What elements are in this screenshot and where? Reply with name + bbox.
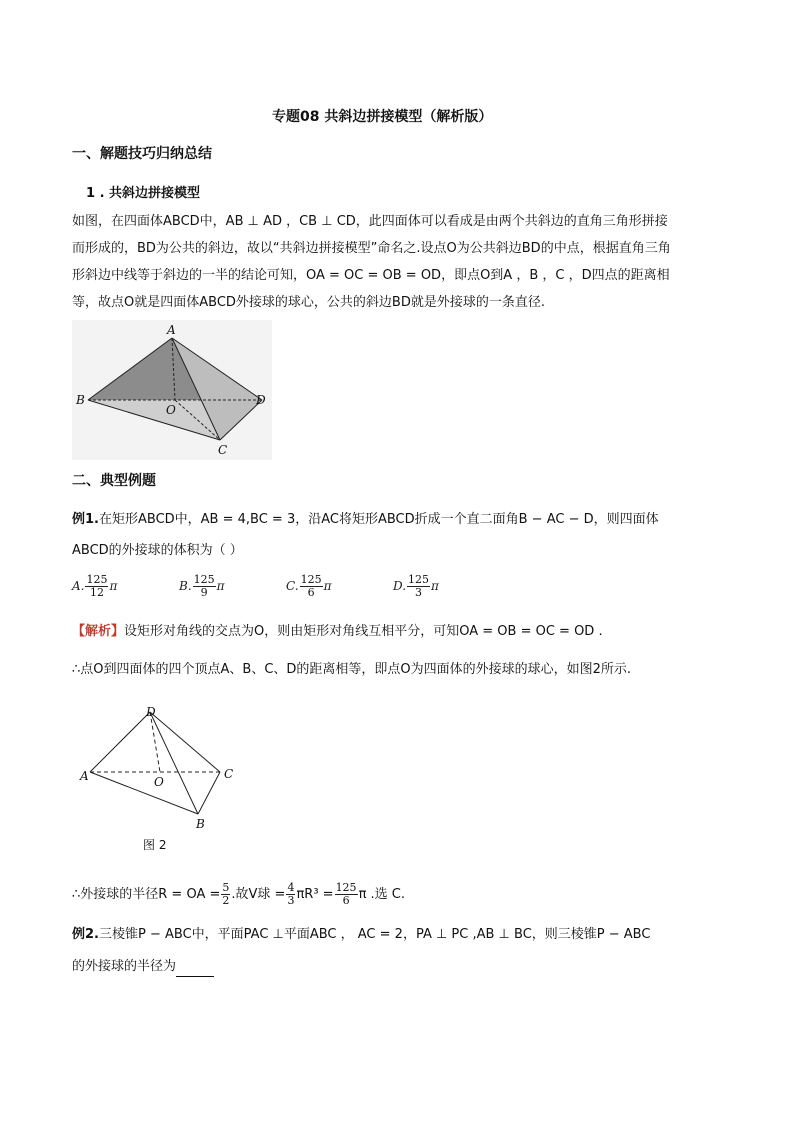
section1-heading: 一、解题技巧归纳总结 — [72, 146, 212, 162]
example2-question-line2: 的外接球的半径为 — [72, 957, 214, 977]
example1-label: 例1. — [72, 512, 99, 527]
example2-question-text1: 三棱锥P − ABC中，平面PAC ⊥平面ABC ， AC = 2，PA ⊥ PC ,AB ⊥ BC，则三棱锥P − ABC — [98, 927, 651, 942]
figure1-label-o: O — [166, 403, 176, 417]
section1-paragraph-line2: 而形成的，BD为公共的斜边，故以“共斜边拼接模型”命名之.设点O为公共斜边BD的中点，根据直角三角 — [72, 241, 671, 256]
example2-question-line1 — [72, 925, 650, 945]
analysis-tag: 【解析】 — [72, 624, 125, 639]
page-title: 专题08 共斜边拼接模型（解析版） — [272, 109, 493, 125]
example1-option-c: C. $\frac{125}{6}$ π — [286, 573, 332, 599]
figure2-label-a: A — [80, 769, 89, 783]
section1-paragraph-line4: 等，故点O就是四面体ABCD外接球的球心，公共的斜边BD就是外接球的一条直径. — [72, 295, 545, 310]
figure2-label-d: D — [146, 705, 156, 719]
figure1-label-b: B — [76, 393, 85, 407]
example1-analysis-line1 — [72, 622, 603, 642]
answer-blank[interactable] — [176, 962, 214, 977]
figure2-label-o: O — [154, 775, 164, 789]
example1-question-line1 — [72, 510, 659, 530]
example1-conclusion: ∴外接球的半径R = OA = $\frac{5}{2}$ .故V球 = $\frac{4}{3}$ πR³ = $\frac{125}{6}$ π .选 C. — [72, 881, 405, 907]
section1-subheading: 1 . 共斜边拼接模型 — [86, 186, 201, 201]
figure2-label-c: C — [224, 767, 234, 781]
example1-question-line2: ABCD的外接球的体积为（ ） — [72, 543, 243, 558]
figure1-label-a: A — [167, 323, 176, 337]
section1-paragraph-line1: 如图，在四面体ABCD中，AB ⊥ AD ，CB ⊥ CD，此四面体可以看成是由两个共斜边的直角三角形拼接 — [72, 214, 668, 229]
analysis-text1: 设矩形对角线的交点为O，则由矩形对角线互相平分，可知OA = OB = OC = OD . — [124, 624, 603, 639]
example2-label: 例2. — [72, 927, 99, 942]
example1-question-text1: 在矩形ABCD中，AB = 4,BC = 3，沿AC将矩形ABCD折成一个直二面角B − AC − D，则四面体 — [98, 512, 659, 527]
example1-option-a: A. $\frac{125}{12}$ π — [72, 573, 118, 599]
example1-analysis-line2: ∴点O到四面体的四个顶点A、B、C、D的距离相等，即点O为四面体的外接球的球心，如图2所示. — [72, 662, 632, 677]
figure2-label-b: B — [196, 817, 205, 831]
figure1-tetrahedron — [72, 320, 272, 460]
figure1-label-d: D — [256, 393, 266, 407]
figure2-caption: 图 2 — [143, 838, 167, 852]
figure1-label-c: C — [218, 443, 228, 457]
example1-option-b: B. $\frac{125}{9}$ π — [179, 573, 225, 599]
section2-heading: 二、典型例题 — [72, 473, 156, 489]
example1-option-d: D. $\frac{125}{3}$ π — [393, 573, 439, 599]
section1-paragraph-line3: 形斜边中线等于斜边的一半的结论可知，OA = OC = OB = OD，即点O到A ，B ，C ，D四点的距离相 — [72, 268, 670, 283]
